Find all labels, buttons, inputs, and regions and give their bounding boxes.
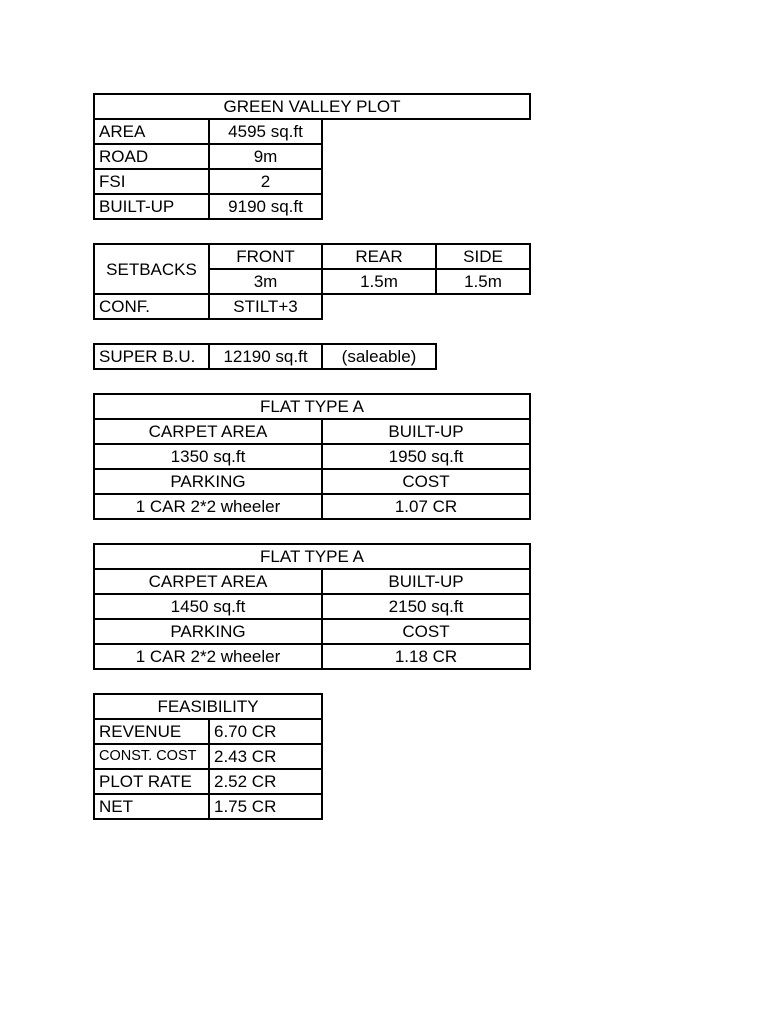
flat-builtup-label: BUILT-UP [321,418,531,445]
flat-parking-value: 1 CAR 2*2 wheeler [93,493,323,520]
plot-area-value: 4595 sq.ft [208,118,323,145]
const-cost-label: CONST. COST [93,743,210,770]
conf-label: CONF. [93,293,210,320]
flat-builtup-value: 2150 sq.ft [321,593,531,620]
flat-carpet-value: 1350 sq.ft [93,443,323,470]
flat-cost-label: COST [321,468,531,495]
plot-fsi-value: 2 [208,168,323,195]
flat-carpet-value: 1450 sq.ft [93,593,323,620]
flat-builtup-value: 1950 sq.ft [321,443,531,470]
plot-road-value: 9m [208,143,323,170]
plot-builtup-label: BUILT-UP [93,193,210,220]
setbacks-side-value: 1.5m [435,268,531,295]
plot-builtup-value: 9190 sq.ft [208,193,323,220]
super-bu-note: (saleable) [321,343,437,370]
setbacks-rear-header: REAR [321,243,437,270]
setbacks-front-value: 3m [208,268,323,295]
plot-area-label: AREA [93,118,210,145]
feasibility-title: FEASIBILITY [93,693,323,720]
plot-road-label: ROAD [93,143,210,170]
plot-title: GREEN VALLEY PLOT [93,93,531,120]
setbacks-front-header: FRONT [208,243,323,270]
setbacks-label: SETBACKS [93,243,210,295]
setbacks-side-header: SIDE [435,243,531,270]
flat-parking-value: 1 CAR 2*2 wheeler [93,643,323,670]
conf-value: STILT+3 [208,293,323,320]
flat-carpet-label: CARPET AREA [93,568,323,595]
flat-title: FLAT TYPE A [93,393,531,420]
flat-parking-label: PARKING [93,618,323,645]
flat-builtup-label: BUILT-UP [321,568,531,595]
net-value: 1.75 CR [208,793,323,820]
const-cost-value: 2.43 CR [208,743,323,770]
plot-rate-label: PLOT RATE [93,768,210,795]
revenue-value: 6.70 CR [208,718,323,745]
net-label: NET [93,793,210,820]
flat-title: FLAT TYPE A [93,543,531,570]
revenue-label: REVENUE [93,718,210,745]
flat-cost-value: 1.07 CR [321,493,531,520]
plot-fsi-label: FSI [93,168,210,195]
flat-cost-value: 1.18 CR [321,643,531,670]
flat-cost-label: COST [321,618,531,645]
plot-rate-value: 2.52 CR [208,768,323,795]
super-bu-label: SUPER B.U. [93,343,210,370]
flat-parking-label: PARKING [93,468,323,495]
setbacks-rear-value: 1.5m [321,268,437,295]
flat-carpet-label: CARPET AREA [93,418,323,445]
super-bu-value: 12190 sq.ft [208,343,323,370]
